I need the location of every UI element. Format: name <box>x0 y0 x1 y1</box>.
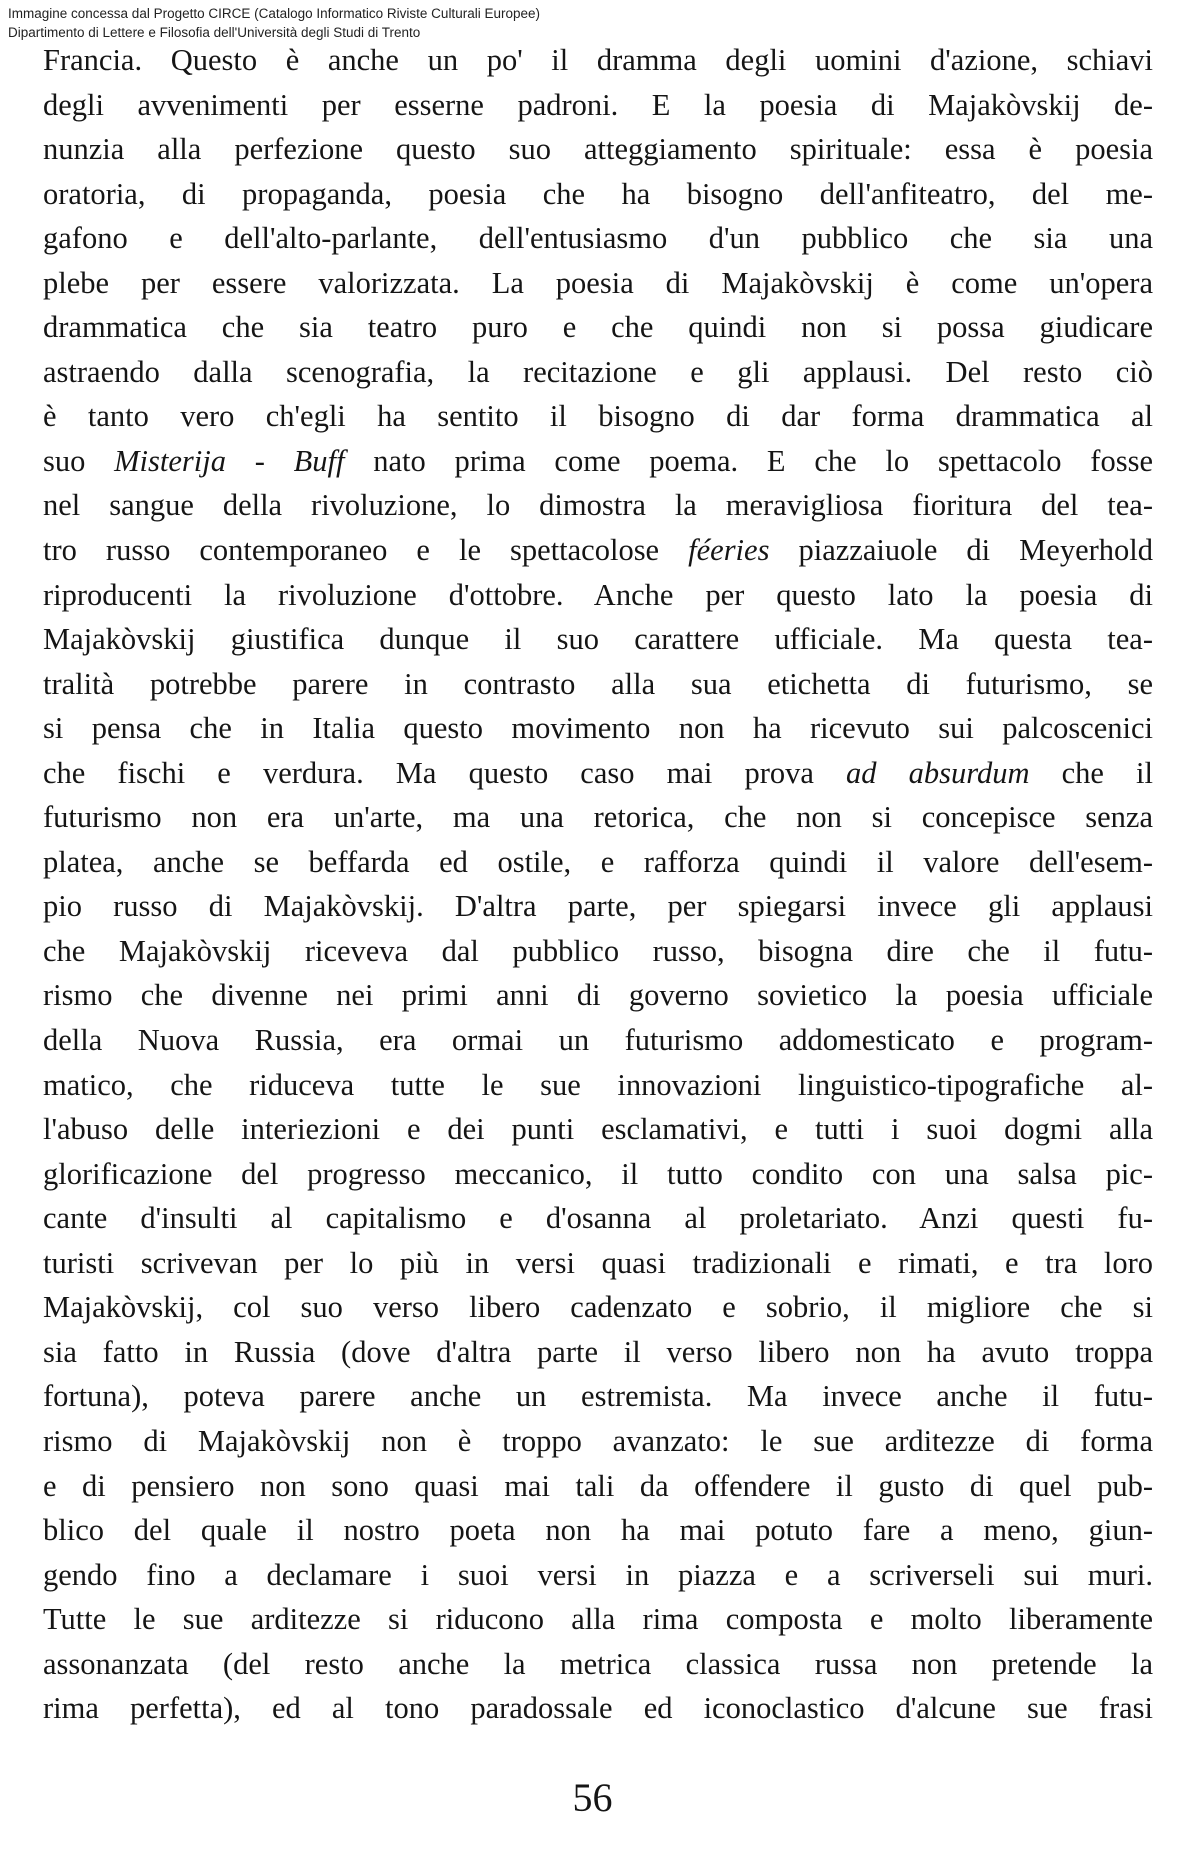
text-line: futurismo non era un'arte, ma una retorica, che non si concepisce senza <box>43 800 1153 835</box>
text-line: pio russo di Majakòvskij. D'altra parte, per spiegarsi invece gli applausi <box>43 889 1153 924</box>
text-run: nato prima come poema. E che lo spettacolo fosse <box>344 443 1153 478</box>
text-line: sia fatto in Russia (dove d'altra parte il verso libero non ha avuto troppa <box>43 1334 1153 1369</box>
text-line: platea, anche se beffarda ed ostile, e rafforza quindi il valore dell'esem- <box>43 844 1153 879</box>
image-credit-line-1: Immagine concessa dal Progetto CIRCE (Catalogo Informatico Riviste Culturali Europee) <box>8 6 540 21</box>
text-line: tralità potrebbe parere in contrasto alla sua etichetta di futurismo, se <box>43 666 1153 701</box>
text-line: oratoria, di propaganda, poesia che ha bisogno dell'anfiteatro, del me- <box>43 176 1153 211</box>
text-line: è tanto vero ch'egli ha sentito il bisogno di dar forma drammatica al <box>43 399 1153 434</box>
page-number: 56 <box>572 1775 613 1820</box>
text-line: turisti scrivevan per lo più in versi quasi tradizionali e rimati, e tra loro <box>43 1245 1153 1280</box>
text-line: glorificazione del progresso meccanico, il tutto condito con una salsa pic- <box>43 1156 1153 1191</box>
text-line: Francia. Questo è anche un po' il dramma degli uomini d'azione, schiavi <box>43 43 1153 77</box>
text-line: degli avvenimenti per esserne padroni. E la poesia di Majakòvskij de- <box>43 87 1153 122</box>
text-line: drammatica che sia teatro puro e che quindi non si possa giudicare <box>43 310 1153 345</box>
text-line: della Nuova Russia, era ormai un futurismo addomesticato e program- <box>43 1023 1153 1058</box>
text-line: e di pensiero non sono quasi mai tali da offendere il gusto di quel pub- <box>43 1468 1153 1503</box>
text-line: fortuna), poteva parere anche un estremista. Ma invece anche il futu- <box>43 1379 1153 1414</box>
text-line: astraendo dalla scenografia, la recitazione e gli applausi. Del resto ciò <box>43 354 1153 389</box>
text-line: che Majakòvskij riceveva dal pubblico russo, bisogna dire che il futu- <box>43 933 1153 968</box>
text-line: plebe per essere valorizzata. La poesia di Majakòvskij è come un'opera <box>43 265 1153 300</box>
text-run: piazzaiuole di Meyerhold <box>769 533 1153 568</box>
text-line: Majakòvskij giustifica dunque il suo carattere ufficiale. Ma questa tea- <box>43 622 1153 657</box>
italic-run: féeries <box>688 533 770 568</box>
text-line: rismo che divenne nei primi anni di governo sovietico la poesia ufficiale <box>43 978 1153 1013</box>
text-line: gendo fino a declamare i suoi versi in piazza e a scriverseli sui muri. <box>43 1557 1153 1592</box>
text-run: che fischi e verdura. Ma questo caso mai prova <box>43 755 846 790</box>
text-line: Majakòvskij, col suo verso libero cadenzato e sobrio, il migliore che si <box>43 1290 1153 1325</box>
text-run: suo <box>43 443 115 478</box>
text-line: l'abuso delle interiezioni e dei punti esclamativi, e tutti i suoi dogmi alla <box>43 1112 1153 1147</box>
text-line: matico, che riduceva tutte le sue innovazioni linguistico-tipografiche al- <box>43 1067 1153 1102</box>
text-line: cante d'insulti al capitalismo e d'osanna al proletariato. Anzi questi fu- <box>43 1201 1153 1236</box>
text-line: riproducenti la rivoluzione d'ottobre. Anche per questo lato la poesia di <box>43 577 1153 612</box>
text-line <box>43 751 1153 796</box>
text-line: si pensa che in Italia questo movimento non ha ricevuto sui palcoscenici <box>43 711 1153 746</box>
italic-run: ad absurdum <box>846 755 1030 790</box>
text-line: rismo di Majakòvskij non è troppo avanzato: le sue arditezze di forma <box>43 1423 1153 1458</box>
text-line: gafono e dell'alto-parlante, dell'entusiasmo d'un pubblico che sia una <box>43 221 1153 256</box>
text-line: rima perfetta), ed al tono paradossale ed iconoclastico d'alcune sue frasi <box>43 1691 1153 1726</box>
text-line: blico del quale il nostro poeta non ha mai potuto fare a meno, giun- <box>43 1513 1153 1548</box>
text-line <box>43 528 1153 573</box>
text-line: nel sangue della rivoluzione, lo dimostra la meravigliosa fioritura del tea- <box>43 488 1153 523</box>
italic-run: Misterija - Buff <box>114 443 345 478</box>
text-run: tro russo contemporaneo e le spettacolose <box>43 533 689 568</box>
text-line: assonanzata (del resto anche la metrica classica russa non pretende la <box>43 1646 1153 1681</box>
text-line: nunzia alla perfezione questo suo atteggiamento spirituale: essa è poesia <box>43 132 1153 167</box>
text-line <box>43 439 1153 484</box>
text-run: che il <box>1029 755 1153 790</box>
image-credit-line-2: Dipartimento di Lettere e Filosofia dell'Università degli Studi di Trento <box>8 25 421 40</box>
text-line: Tutte le sue arditezze si riducono alla rima composta e molto liberamente <box>43 1602 1153 1637</box>
body-text <box>43 38 1153 1731</box>
